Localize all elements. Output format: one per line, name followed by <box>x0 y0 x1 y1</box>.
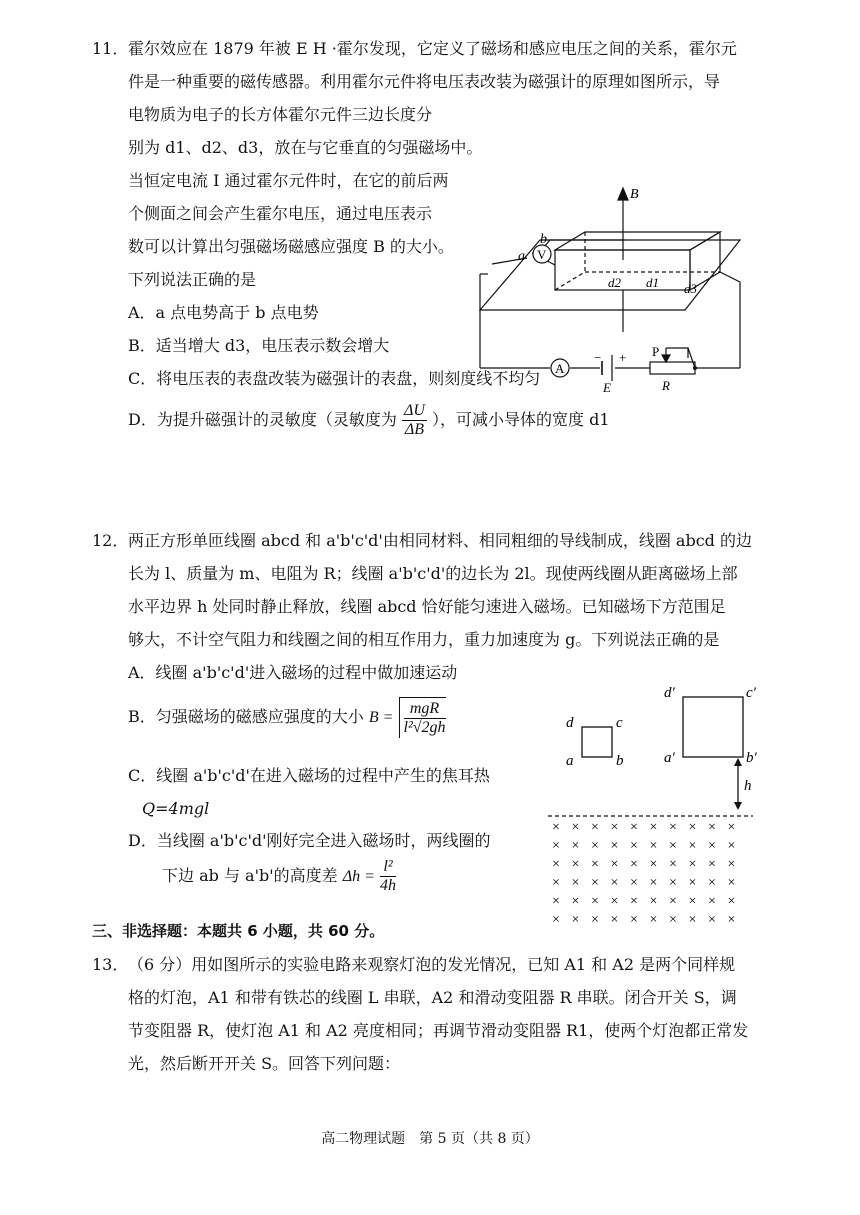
field-x-mark: × <box>708 857 716 872</box>
field-x-mark: × <box>610 838 619 854</box>
q11-line-1: 霍尔效应在 1879 年被 E H ·霍尔发现，它定义了磁场和感应电压之间的关系，霍尔元 <box>128 39 737 58</box>
fig-label-b-prime: b′ <box>746 750 757 766</box>
q11-number: 11． <box>92 39 129 58</box>
section-3-heading: 三、非选择题：本题共 6 小题，共 60 分。 <box>92 922 385 940</box>
field-x-mark: × <box>708 838 716 854</box>
fig-label-r: R <box>662 378 670 393</box>
hall-sensor-figure <box>470 150 770 395</box>
q13-number: 13． <box>92 955 129 974</box>
field-x-mark: × <box>571 820 580 835</box>
field-x-mark: × <box>669 875 677 891</box>
coil-abcd <box>582 727 612 757</box>
q11-line-5: 当恒定电流 I 通过霍尔元件时，在它的前后两 <box>128 171 449 190</box>
fig-label-d3: d3 <box>684 281 697 296</box>
field-x-mark: × <box>630 912 638 928</box>
field-x-mark: × <box>727 875 736 891</box>
field-x-mark: × <box>688 912 697 928</box>
field-x-mark: × <box>649 820 658 835</box>
magnetic-field-marks <box>552 820 735 928</box>
fig-label-minus: − <box>594 350 602 365</box>
fig-label-v: V <box>537 247 547 262</box>
q11-line-7: 数可以计算出匀强磁场磁感应强度 B 的大小。 <box>128 237 454 256</box>
fig-label-ammeter: A <box>555 361 565 376</box>
fig-label-c-prime: c′ <box>746 685 756 701</box>
field-x-mark: × <box>688 875 697 891</box>
q12-option-b <box>128 697 446 738</box>
fig-label-d1: d1 <box>646 275 659 290</box>
q13-line-2: 格的灯泡，A1 和带有铁芯的线圈 L 串联，A2 和滑动变阻器 R 串联。闭合开关 S，调 <box>128 988 737 1007</box>
q11-line-2: 件是一种重要的磁传感器。利用霍尔元件将电压表改装为磁强计的原理如图所示，导 <box>128 72 721 91</box>
field-x-mark: × <box>610 894 619 909</box>
field-x-mark: × <box>552 875 560 891</box>
field-x-mark: × <box>571 912 580 928</box>
q11-option-a: A．a 点电势高于 b 点电势 <box>128 303 319 322</box>
field-x-mark: × <box>552 857 560 872</box>
frac-bottom: ΔB <box>404 421 424 438</box>
fig-label-a-point: a <box>518 249 525 264</box>
field-x-mark: × <box>708 875 716 891</box>
q12-option-d-1: D．当线圈 a'b'c'd'刚好完全进入磁场时，两线圈的 <box>128 831 491 850</box>
fig-label-b: b <box>616 753 624 769</box>
frac-top: ΔU <box>403 402 425 419</box>
q12-line-1: 两正方形单匝线圈 abcd 和 a'b'c'd'由相同材料、相同粗细的导线制成，线圈 abcd 的边 <box>128 531 752 550</box>
field-x-mark: × <box>610 912 619 928</box>
fig-label-a: a <box>566 753 574 769</box>
q11-line-6: 个侧面之间会产生霍尔电压，通过电压表示 <box>128 204 433 223</box>
fig-label-plus: + <box>619 350 627 365</box>
field-x-mark: × <box>708 894 716 909</box>
coils-field-figure <box>548 680 768 928</box>
q12-line-3: 水平边界 h 处同时静止释放，线圈 abcd 恰好能匀速进入磁场。已知磁场下方范围足 <box>128 597 726 616</box>
q11-line-8: 下列说法正确的是 <box>128 270 257 289</box>
b-formula-lhs: B = <box>368 709 394 726</box>
field-x-mark: × <box>591 912 599 928</box>
field-x-mark: × <box>630 875 638 891</box>
field-x-mark: × <box>708 820 716 835</box>
fig-label-b-point: b <box>540 232 547 247</box>
fig-label-a-prime: a′ <box>664 750 675 766</box>
fig-label-b-field: B <box>630 187 639 202</box>
dh-formula-top: l² <box>380 858 396 877</box>
field-x-mark: × <box>669 857 677 872</box>
q11-option-d-text: D．为提升磁强计的灵敏度（灵敏度为 <box>128 410 397 429</box>
field-x-mark: × <box>649 875 658 891</box>
dh-formula-bottom: 4h <box>380 877 396 894</box>
b-formula-top: mgR <box>404 700 446 719</box>
field-x-mark: × <box>727 857 736 872</box>
field-x-mark: × <box>610 820 619 835</box>
field-x-mark: × <box>708 912 716 928</box>
q13-line-4: 光，然后断开开关 S。回答下列问题： <box>128 1054 401 1073</box>
q11-option-c: C．将电压表的表盘改装为磁强计的表盘，则刻度线不均匀 <box>128 369 541 388</box>
field-x-mark: × <box>591 894 599 909</box>
field-x-mark: × <box>571 857 580 872</box>
field-x-mark: × <box>591 820 599 835</box>
field-x-mark: × <box>669 838 677 854</box>
field-x-mark: × <box>688 838 697 854</box>
field-x-mark: × <box>669 820 677 835</box>
field-x-mark: × <box>649 894 658 909</box>
q12-line-4: 够大，不计空气阻力和线圈之间的相互作用力，重力加速度为 g。下列说法正确的是 <box>128 630 720 649</box>
q12-option-c-1: C．线圈 a'b'c'd'在进入磁场的过程中产生的焦耳热 <box>128 766 490 785</box>
sensitivity-fraction <box>402 402 427 439</box>
field-x-mark: × <box>688 894 697 909</box>
q12-option-d-text: 下边 ab 与 a'b'的高度差 <box>162 866 338 885</box>
field-x-mark: × <box>727 838 736 854</box>
field-x-mark: × <box>649 912 658 928</box>
b-formula-bottom: l²√2gh <box>403 719 446 736</box>
fig-label-d-prime: d′ <box>664 685 675 701</box>
field-x-mark: × <box>591 875 599 891</box>
fig-label-h: h <box>744 778 752 794</box>
fig-label-e: E <box>603 380 611 395</box>
q11-line-4: 别为 d1、d2、d3，放在与它垂直的匀强磁场中。 <box>128 138 483 157</box>
field-x-mark: × <box>649 857 658 872</box>
field-x-mark: × <box>630 838 638 854</box>
field-x-mark: × <box>591 838 599 854</box>
q12-option-b-text: B．匀强磁场的磁感应强度的大小 <box>128 707 364 726</box>
page-footer: 高二物理试题 第 5 页（共 8 页） <box>321 1131 539 1147</box>
field-x-mark: × <box>649 838 658 854</box>
field-x-mark: × <box>552 820 560 835</box>
field-x-mark: × <box>591 857 599 872</box>
dh-formula-lhs: Δh = <box>342 868 375 885</box>
fig-label-p: P <box>652 344 660 359</box>
q12-option-d-2 <box>162 856 396 897</box>
coil-abcd-prime <box>683 697 743 757</box>
field-x-mark: × <box>688 857 697 872</box>
field-x-mark: × <box>552 838 560 854</box>
field-x-mark: × <box>610 875 619 891</box>
field-x-mark: × <box>669 912 677 928</box>
q13-line-3: 节变阻器 R，使灯泡 A1 和 A2 亮度相同；再调节滑动变阻器 R1，使两个灯泡都正常发 <box>128 1021 749 1040</box>
field-x-mark: × <box>727 912 736 928</box>
field-x-mark: × <box>610 857 619 872</box>
q11-option-d-tail: ），可减小导体的宽度 d1 <box>431 410 610 429</box>
fig-label-d2: d2 <box>608 275 621 290</box>
b-formula-fraction <box>404 700 446 737</box>
field-x-mark: × <box>727 820 736 835</box>
q12-number: 12． <box>92 531 129 550</box>
q11-line-3: 电物质为电子的长方体霍尔元件三边长度分 <box>128 105 433 124</box>
q12-line-2: 长为 l、质量为 m、电阻为 R；线圈 a'b'c'd'的边长为 2l。现使两线圈从距离磁场上部 <box>128 564 738 583</box>
field-x-mark: × <box>727 894 736 909</box>
field-x-mark: × <box>552 894 560 909</box>
field-x-mark: × <box>571 838 580 854</box>
field-x-mark: × <box>630 820 638 835</box>
field-x-mark: × <box>552 912 560 928</box>
dh-formula-fraction <box>380 858 396 895</box>
fig-label-d: d <box>566 715 574 731</box>
field-x-mark: × <box>571 894 580 909</box>
fig-label-c: c <box>616 715 623 731</box>
q12-option-a: A．线圈 a'b'c'd'进入磁场的过程中做加速运动 <box>128 663 458 682</box>
q11-option-d <box>128 400 610 440</box>
b-formula-sqrt <box>399 697 446 738</box>
field-x-mark: × <box>688 820 697 835</box>
field-x-mark: × <box>630 857 638 872</box>
field-x-mark: × <box>571 875 580 891</box>
field-x-mark: × <box>669 894 677 909</box>
q11-option-b: B．适当增大 d3，电压表示数会增大 <box>128 336 390 355</box>
q12-option-c-2: Q=4mgl <box>142 799 210 818</box>
q13-line-1: （6 分）用如图所示的实验电路来观察灯泡的发光情况，已知 A1 和 A2 是两个同样规 <box>128 955 736 974</box>
field-x-mark: × <box>630 894 638 909</box>
